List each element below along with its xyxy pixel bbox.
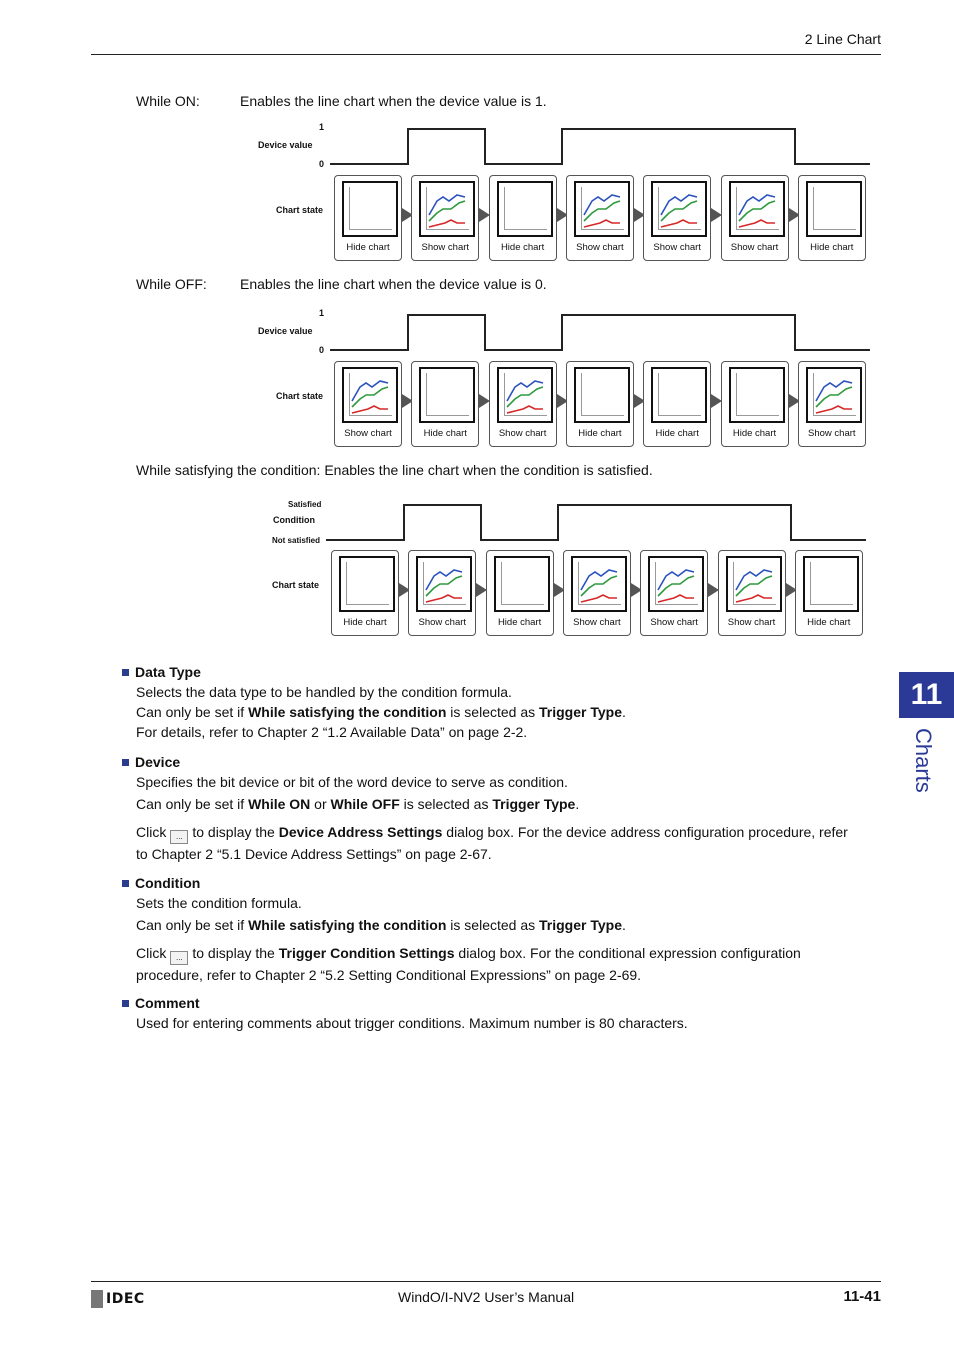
chart-state-caption: Hide chart xyxy=(578,428,622,439)
line-chart-icon xyxy=(424,562,466,604)
chapter-tab-label: Charts xyxy=(911,728,936,793)
chart-state-cell xyxy=(721,361,789,447)
header-rule xyxy=(91,54,881,55)
chart-state-cell xyxy=(334,361,402,447)
logo-mark-icon xyxy=(91,1290,103,1308)
chart-thumbnail xyxy=(342,367,398,423)
chart-state-caption: Hide chart xyxy=(655,428,699,439)
line-chart-icon xyxy=(659,187,701,229)
line-chart-icon xyxy=(734,562,776,604)
condition-line4: procedure, refer to Chapter 2 “5.2 Setting Conditional Expressions” on page 2-69. xyxy=(136,967,642,983)
chart-state-caption: Show chart xyxy=(573,617,621,628)
signal-name-label: Condition xyxy=(273,515,315,525)
chart-state-cell xyxy=(795,550,863,636)
chart-state-cell xyxy=(489,361,557,447)
chart-state-caption: Hide chart xyxy=(810,242,854,253)
data-type-line1: Selects the data type to be handled by the condition formula. xyxy=(136,684,512,700)
chart-state-caption: Show chart xyxy=(576,242,624,253)
chart-thumbnail xyxy=(416,556,472,612)
chart-thumbnail xyxy=(729,367,785,423)
signal-name-label: Device value xyxy=(258,140,313,150)
trigger-condition-browse-button[interactable]: ... xyxy=(170,951,188,965)
line-chart-icon xyxy=(579,562,621,604)
chart-thumbnail xyxy=(419,181,475,237)
chart-state-caption: Hide chart xyxy=(346,242,390,253)
signal-waveform xyxy=(330,127,890,167)
chart-thumbnail xyxy=(651,367,707,423)
condition-line1: Sets the condition formula. xyxy=(136,895,302,911)
chart-state-caption: Show chart xyxy=(727,617,776,628)
condition-title: Condition xyxy=(135,875,201,891)
signal-high-label: Satisfied xyxy=(288,500,322,509)
device-line2: Can only be set if While ON or While OFF is selected as Trigger Type. xyxy=(136,796,580,812)
comment-line1: Used for entering comments about trigger conditions. Maximum number is 80 characters. xyxy=(136,1015,688,1031)
chart-thumbnail xyxy=(806,367,862,423)
bullet-icon xyxy=(122,669,129,676)
chart-state-label: Chart state xyxy=(272,580,320,590)
chart-thumbnail xyxy=(574,181,630,237)
chart-state-cell xyxy=(486,550,554,636)
chart-state-caption: Show chart xyxy=(730,242,779,253)
signal-name-label: Device value xyxy=(258,326,313,336)
signal-low-label: Not satisfied xyxy=(272,536,321,545)
chart-state-caption: Show chart xyxy=(498,428,547,439)
chart-thumbnail xyxy=(339,556,395,612)
bullet-icon xyxy=(122,880,129,887)
chart-state-caption: Show chart xyxy=(421,242,470,253)
data-type-section xyxy=(122,662,882,742)
signal-waveform xyxy=(326,503,886,543)
chart-state-caption: Show chart xyxy=(344,428,392,439)
chart-thumbnail xyxy=(571,556,627,612)
chart-thumbnail xyxy=(729,181,785,237)
footer-rule xyxy=(91,1281,881,1282)
while-off-label: While OFF: xyxy=(136,276,207,292)
line-chart-icon xyxy=(656,562,698,604)
line-chart-icon xyxy=(427,187,469,229)
chart-state-cell xyxy=(334,175,402,261)
line-chart-icon xyxy=(737,187,779,229)
device-line4: to Chapter 2 “5.1 Device Address Settings” on page 2-67. xyxy=(136,846,492,862)
chart-state-cell xyxy=(566,175,634,261)
device-address-browse-button[interactable]: ... xyxy=(170,830,188,844)
chart-state-caption: Hide chart xyxy=(497,617,542,628)
chart-thumbnail xyxy=(806,181,862,237)
line-chart-icon xyxy=(814,373,856,415)
chart-thumbnail xyxy=(497,181,553,237)
running-header: 2 Line Chart xyxy=(804,31,881,47)
chart-state-cell xyxy=(489,175,557,261)
chart-state-caption: Show chart xyxy=(808,428,856,439)
chart-thumbnail xyxy=(342,181,398,237)
while-off-text: Enables the line chart when the device value is 0. xyxy=(240,276,547,292)
chart-state-label: Chart state xyxy=(276,205,324,215)
line-chart-icon xyxy=(505,373,547,415)
device-line1: Specifies the bit device or bit of the word device to serve as condition. xyxy=(136,774,568,790)
chart-thumbnail xyxy=(497,367,553,423)
chart-thumbnail xyxy=(651,181,707,237)
chart-state-cell xyxy=(721,175,789,261)
device-line3: Click ... to display the Device Address Settings dialog box. For the device address configuration procedure, refer xyxy=(136,822,882,844)
chart-state-cell xyxy=(411,175,479,261)
chart-state-label: Chart state xyxy=(276,391,324,401)
chart-state-caption: Show chart xyxy=(650,617,698,628)
line-chart-icon xyxy=(582,187,624,229)
while-on-text: Enables the line chart when the device value is 1. xyxy=(240,93,547,109)
chart-thumbnail xyxy=(803,556,859,612)
chapter-tab-number: 11 xyxy=(899,672,954,718)
chart-thumbnail xyxy=(419,367,475,423)
chart-state-cell xyxy=(640,550,708,636)
chart-state-cell xyxy=(798,361,866,447)
chart-state-caption: Show chart xyxy=(653,242,701,253)
idec-logo: IDEC xyxy=(91,1290,145,1308)
chart-state-cell xyxy=(643,175,711,261)
condition-section xyxy=(122,873,882,985)
chart-state-cell xyxy=(408,550,476,636)
chart-state-cell xyxy=(566,361,634,447)
chart-state-caption: Hide chart xyxy=(343,617,387,628)
data-type-line2: Can only be set if While satisfying the condition is selected as Trigger Type. xyxy=(136,704,626,720)
chart-state-cell xyxy=(718,550,786,636)
signal-low-label: 0 xyxy=(319,345,325,355)
chart-state-caption: Hide chart xyxy=(732,428,777,439)
chart-state-caption: Hide chart xyxy=(500,242,545,253)
data-type-line3: For details, refer to Chapter 2 “1.2 Available Data” on page 2-2. xyxy=(136,724,528,740)
chart-thumbnail xyxy=(574,367,630,423)
comment-title: Comment xyxy=(135,995,200,1011)
chart-thumbnail xyxy=(726,556,782,612)
chart-state-cell xyxy=(331,550,399,636)
chart-state-cell xyxy=(643,361,711,447)
signal-waveform xyxy=(330,313,890,353)
line-chart-icon xyxy=(350,373,392,415)
condition-line3: Click ... to display the Trigger Condition Settings dialog box. For the conditional expression configuration xyxy=(136,943,882,965)
chart-state-caption: Hide chart xyxy=(807,617,851,628)
bullet-icon xyxy=(122,759,129,766)
comment-section xyxy=(122,993,882,1033)
chart-state-cell xyxy=(798,175,866,261)
footer-manual-title: WindO/I-NV2 User’s Manual xyxy=(398,1289,575,1305)
condition-line2: Can only be set if While satisfying the condition is selected as Trigger Type. xyxy=(136,917,626,933)
chart-state-caption: Hide chart xyxy=(423,428,467,439)
signal-high-label: 1 xyxy=(319,122,325,132)
bullet-icon xyxy=(122,1000,129,1007)
device-title: Device xyxy=(135,754,181,770)
while-satisfying-text: While satisfying the condition: Enables the line chart when the condition is satisfied. xyxy=(136,462,653,478)
chart-state-cell xyxy=(411,361,479,447)
device-section xyxy=(122,752,882,864)
chart-thumbnail xyxy=(494,556,550,612)
data-type-title: Data Type xyxy=(135,664,201,680)
signal-high-label: 1 xyxy=(319,308,325,318)
signal-low-label: 0 xyxy=(319,159,325,169)
chart-state-caption: Show chart xyxy=(418,617,467,628)
chart-thumbnail xyxy=(648,556,704,612)
footer-page-number: 11-41 xyxy=(843,1288,881,1305)
chart-state-cell xyxy=(563,550,631,636)
while-on-label: While ON: xyxy=(136,93,200,109)
